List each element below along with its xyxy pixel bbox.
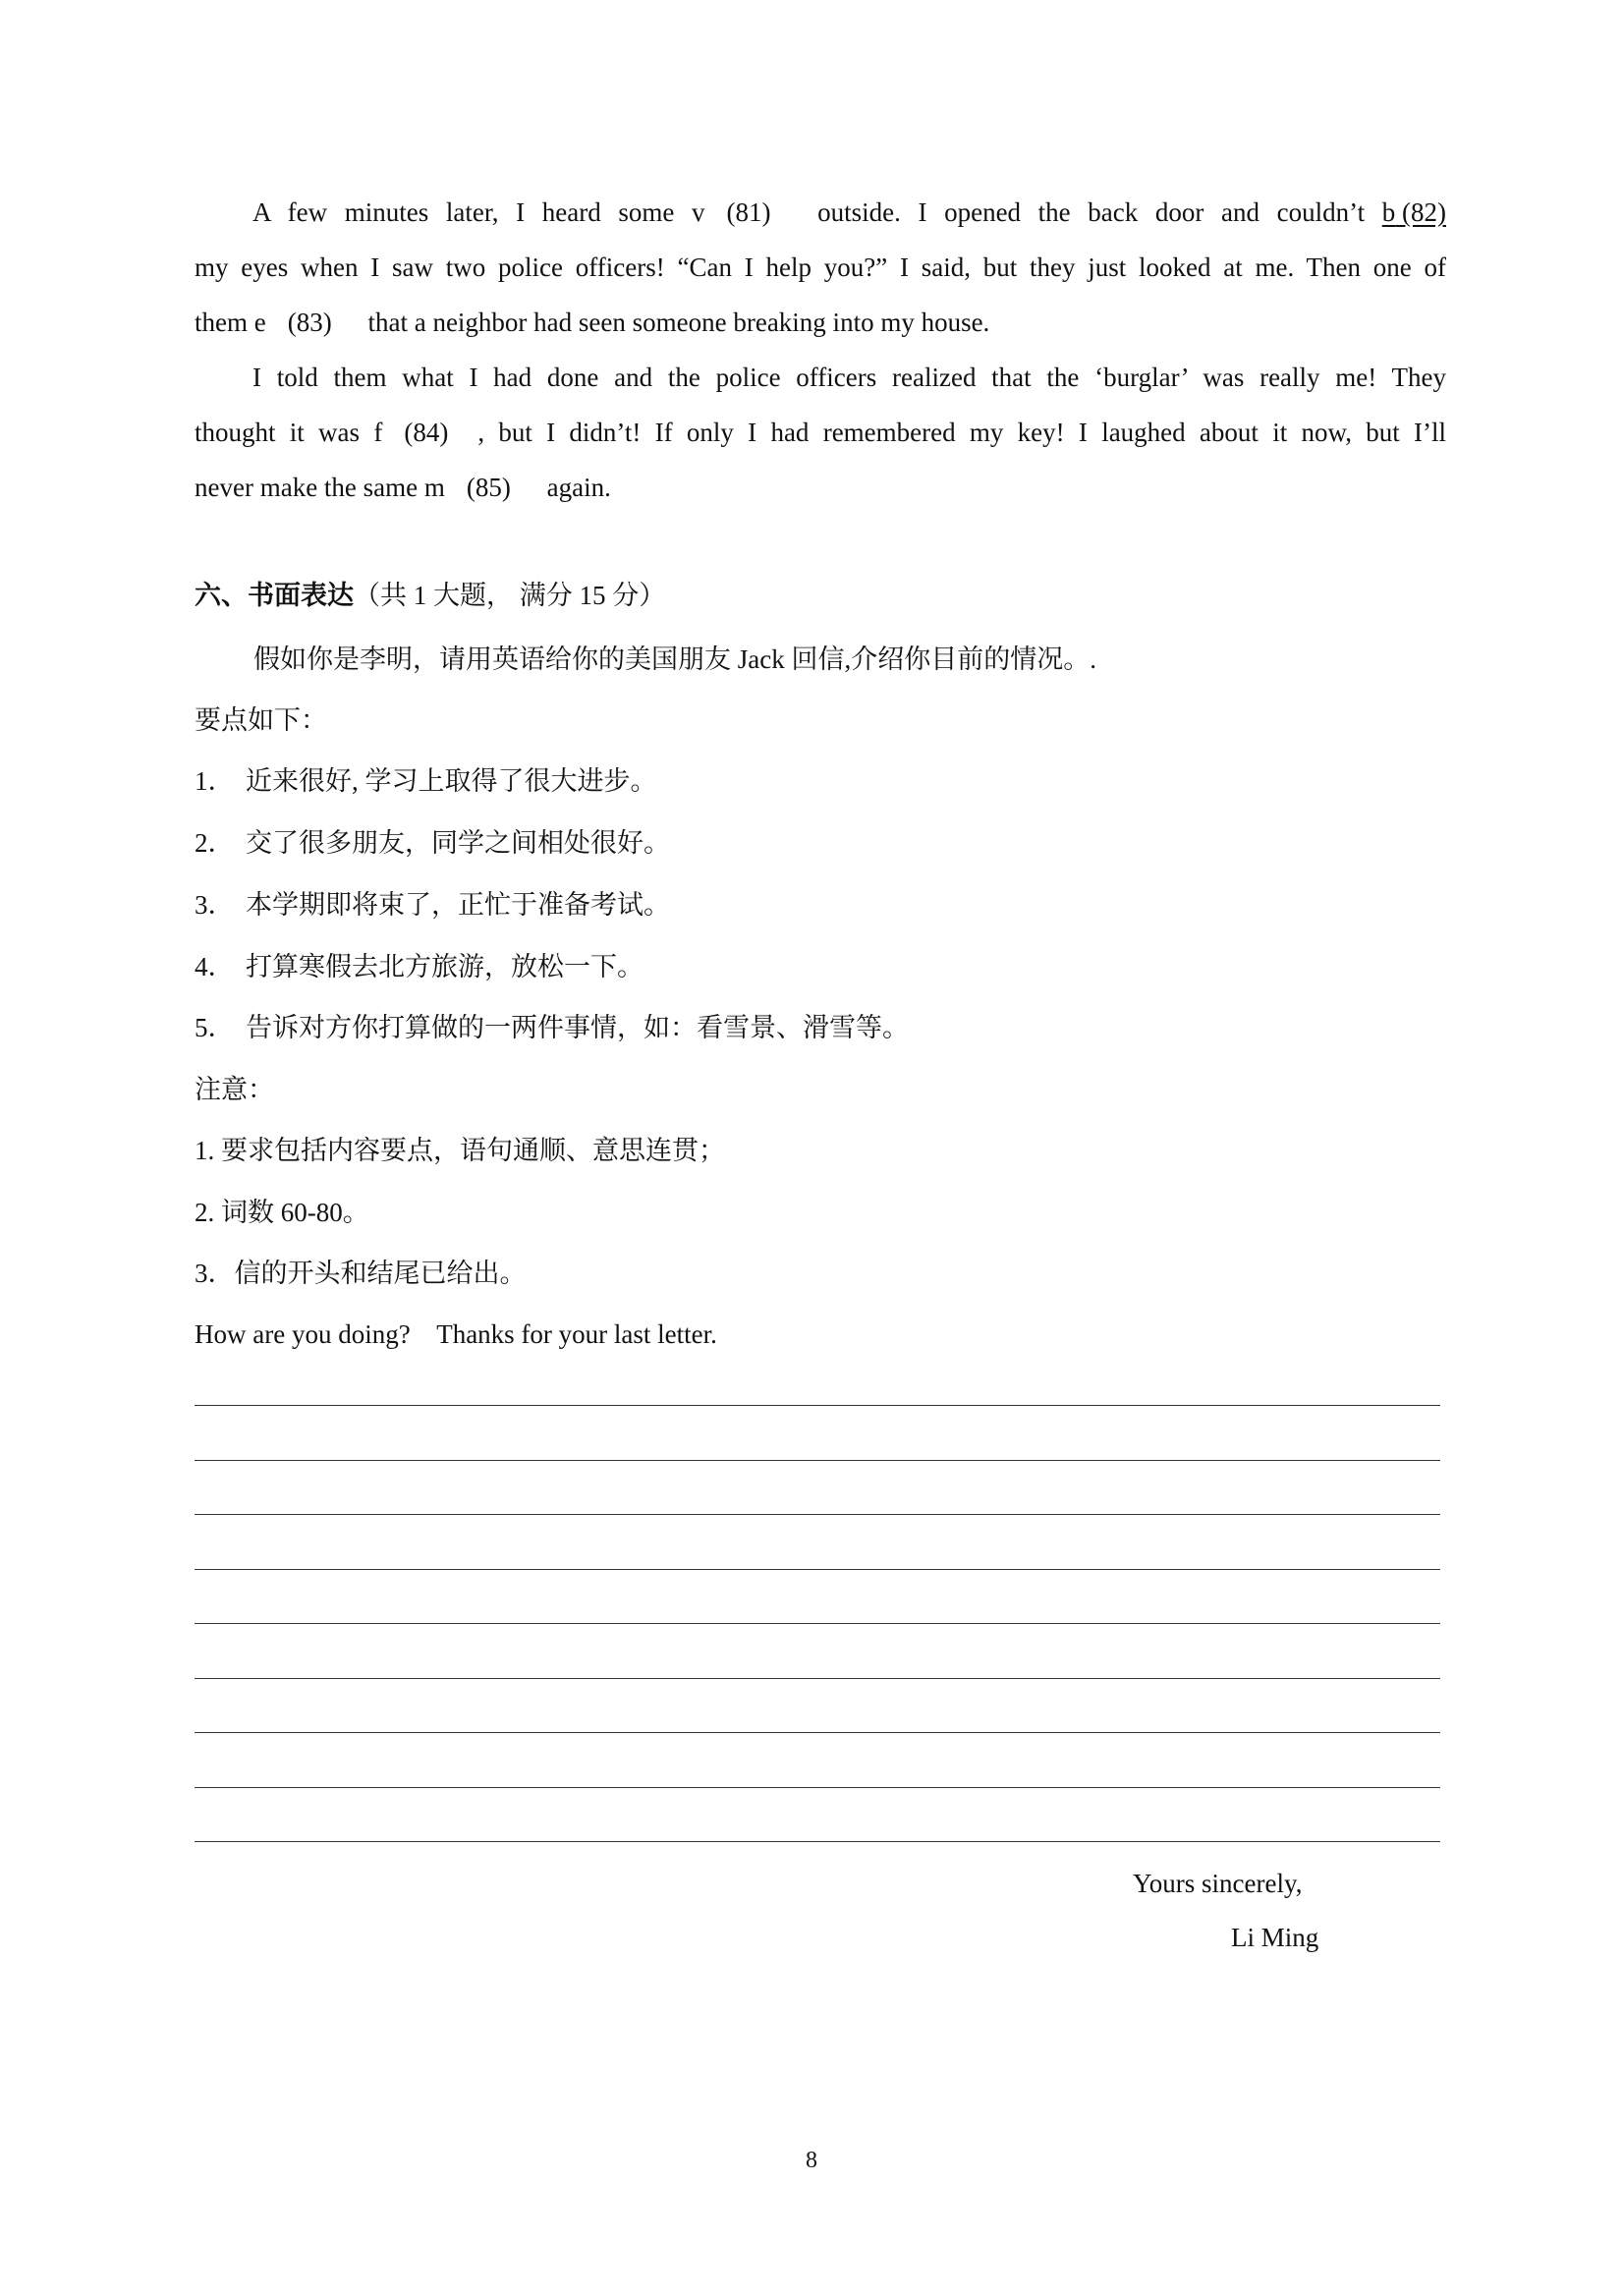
list-item: 1． 近来很好, 学习上取得了很大进步。 [195, 766, 657, 796]
letter-opening: How are you doing? Thanks for your last letter. [195, 1319, 717, 1349]
passage-line: my eyes when I saw two police officers! “Can I help you?” I said, but they just looked at me. Then one of [195, 252, 1446, 282]
passage-line: them e (83) that a neighbor had seen someone breaking into my house. [195, 295, 1446, 350]
list-item: 2． 交了很多朋友，同学之间相处很好。 [195, 828, 670, 858]
letter-signature: Li Ming [1231, 1923, 1319, 1952]
writing-line[interactable] [195, 1405, 1440, 1406]
blank-84[interactable]: f (84) [373, 418, 449, 447]
blank-85[interactable]: m (85) [423, 473, 511, 502]
page-number: 8 [806, 2148, 817, 2173]
note-item: 2. 词数 60-80。 [195, 1198, 369, 1227]
section-heading: 六、书面表达（共 1 大题， 满分 15 分） [195, 581, 666, 610]
passage-paragraph-2 [195, 350, 1446, 515]
writing-line[interactable] [195, 1460, 1440, 1461]
writing-line[interactable] [195, 1732, 1440, 1733]
letter-closing: Yours sincerely, [1133, 1869, 1303, 1898]
list-item: 3． 本学期即将束了，正忙于准备考试。 [195, 890, 670, 920]
passage-paragraph-1 [195, 185, 1446, 350]
passage-line: I told them what I had done and the police officers realized that the ‘burglar’ was really me! They [252, 363, 1446, 392]
writing-line[interactable] [195, 1678, 1440, 1679]
list-item: 5． 告诉对方你打算做的一两件事情，如：看雪景、滑雪等。 [195, 1013, 909, 1042]
writing-line[interactable] [195, 1514, 1440, 1515]
note-item: 3．信的开头和结尾已给出。 [195, 1259, 527, 1288]
blank-81[interactable]: v (81) [691, 197, 771, 227]
list-item: 4． 打算寒假去北方旅游，放松一下。 [195, 952, 644, 981]
task-intro: 假如你是李明，请用英语给你的美国朋友 Jack 回信,介绍你目前的情况。. [253, 644, 1096, 674]
notes-label: 注意： [195, 1075, 274, 1104]
passage-line: thought it was f (84) , but I didn’t! If only I had remembered my key! I laughed about it now, but I’ll [195, 405, 1446, 460]
writing-line[interactable] [195, 1841, 1440, 1842]
writing-line[interactable] [195, 1623, 1440, 1624]
passage-line: never make the same m (85) again. [195, 460, 1446, 515]
writing-line[interactable] [195, 1569, 1440, 1570]
writing-line[interactable] [195, 1787, 1440, 1788]
note-item: 1. 要求包括内容要点，语句通顺、意思连贯； [195, 1136, 725, 1165]
blank-82[interactable]: b (82) [1381, 197, 1446, 227]
points-label: 要点如下： [195, 705, 327, 735]
passage-line: A few minutes later, I heard some v (81) outside. I opened the back door and couldn’t b (82) [195, 185, 1446, 240]
blank-83[interactable]: e (83) [253, 308, 332, 337]
